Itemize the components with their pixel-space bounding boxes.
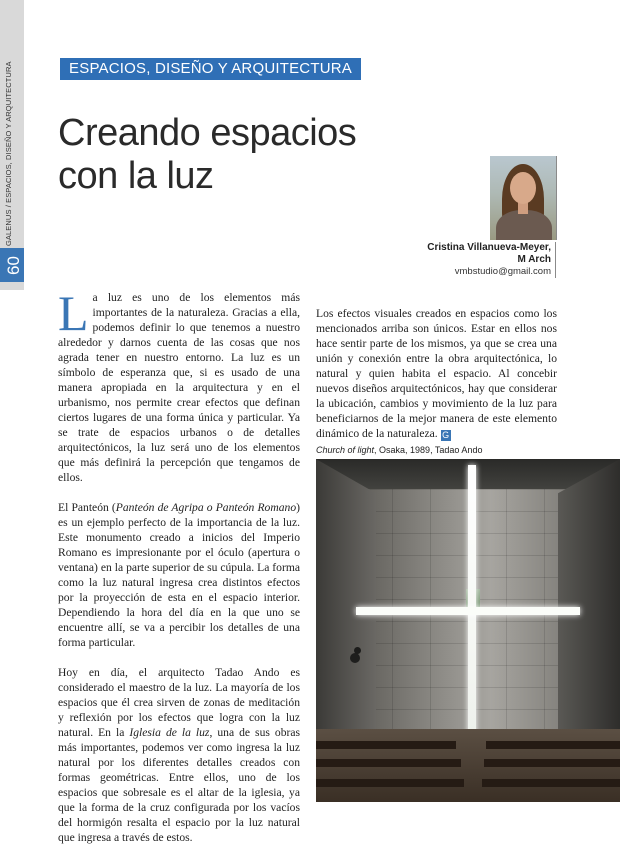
author-byline [351,242,556,278]
page-number-text: 60 [4,256,23,275]
article-title [58,112,458,198]
drop-cap: L [58,285,89,341]
photo-caption: Church of light, Osaka, 1989, Tadao Ando [316,445,483,455]
author-email: vmbstudio@gmail.com [454,266,551,277]
paragraph-2: El Panteón (Panteón de Agripa o Panteón Romano) es un ejemplo perfecto de la importancia de la luz. Este monumento creado a inicios del Imperio Romano es impresionante por el óculo (apertura o ventana) en la parte superior de su cúpula. La forma como la luz natural ingresa crea distintos efectos por la proyección de esta en el espacio interior. Dependiendo la hora del día en la que uno se encuentre allí, se va a percibir los detalles de una forma particular. [58,501,300,649]
paragraph-1: La luz es uno de los elementos más importantes de la naturaleza. Gracias a ella, podemos definir lo que tenemos a nuestro alrededor y darnos cuenta de las cosas que nos agrada tener en nuestro entorno. La luz es un símbolo de esperanza que, si es usado de una manera apropiada en la arquitectura y en el urbanismo, nos permite crear efectos que definan ciertos lugares de una forma única y particular. Ya se trate de espacios urbanos o de detalles arquitectónicos, la luz será uno de los elementos que más definirá la percepción que tengamos de ellos. [58,285,300,484]
page-number [0,248,24,282]
title-line-1: Creando espacios [58,112,357,154]
left-column [58,285,301,860]
author-degree: M Arch [517,254,551,265]
church-of-light-photo [316,459,620,802]
section-banner: ESPACIOS, DISEÑO Y ARQUITECTURA [60,58,361,80]
end-mark-icon: G [442,430,450,440]
title-line-2: con la luz [58,155,214,197]
author-photo [490,156,557,240]
author-name: Cristina Villanueva-Meyer, [427,242,551,253]
paragraph-4: Los efectos visuales creados en espacios como los mencionados arriba son únicos. Estar en ellos nos hace sentir parte de los mismos, ya que se crea una unión y conexión entre la obra arquitectónica, lo natural y quien habita el espacio. Al concebir nuevos diseños arquitectónicos, hay que considerar la ubicación, cambios y movimiento de la luz para beneficiarnos de la mejor manera de este elemento dinámico de la naturaleza. G [316,307,557,440]
paragraph-3: Hoy en día, el arquitecto Tadao Ando es considerado el maestro de la luz. La mayoría de los espacios que él crea sirven de zonas de meditación y reflexión por los efectos que logra con la luz natural. En la Iglesia de la luz, una de sus obras más importantes, podemos ver como ingresa la luz natural por los diferentes detalles creados con formas geométricas. Entre ellos, uno de los espacios que sobresale es el altar de la iglesia, ya que la forma de la cruz configurada por los vacíos del hormigón resalta el espacio por la luz natural que ingresa a través de estos. [58,666,301,844]
running-head: GALENUS / ESPACIOS, DISEÑO Y ARQUITECTURA [4,61,13,246]
right-column [316,306,557,456]
